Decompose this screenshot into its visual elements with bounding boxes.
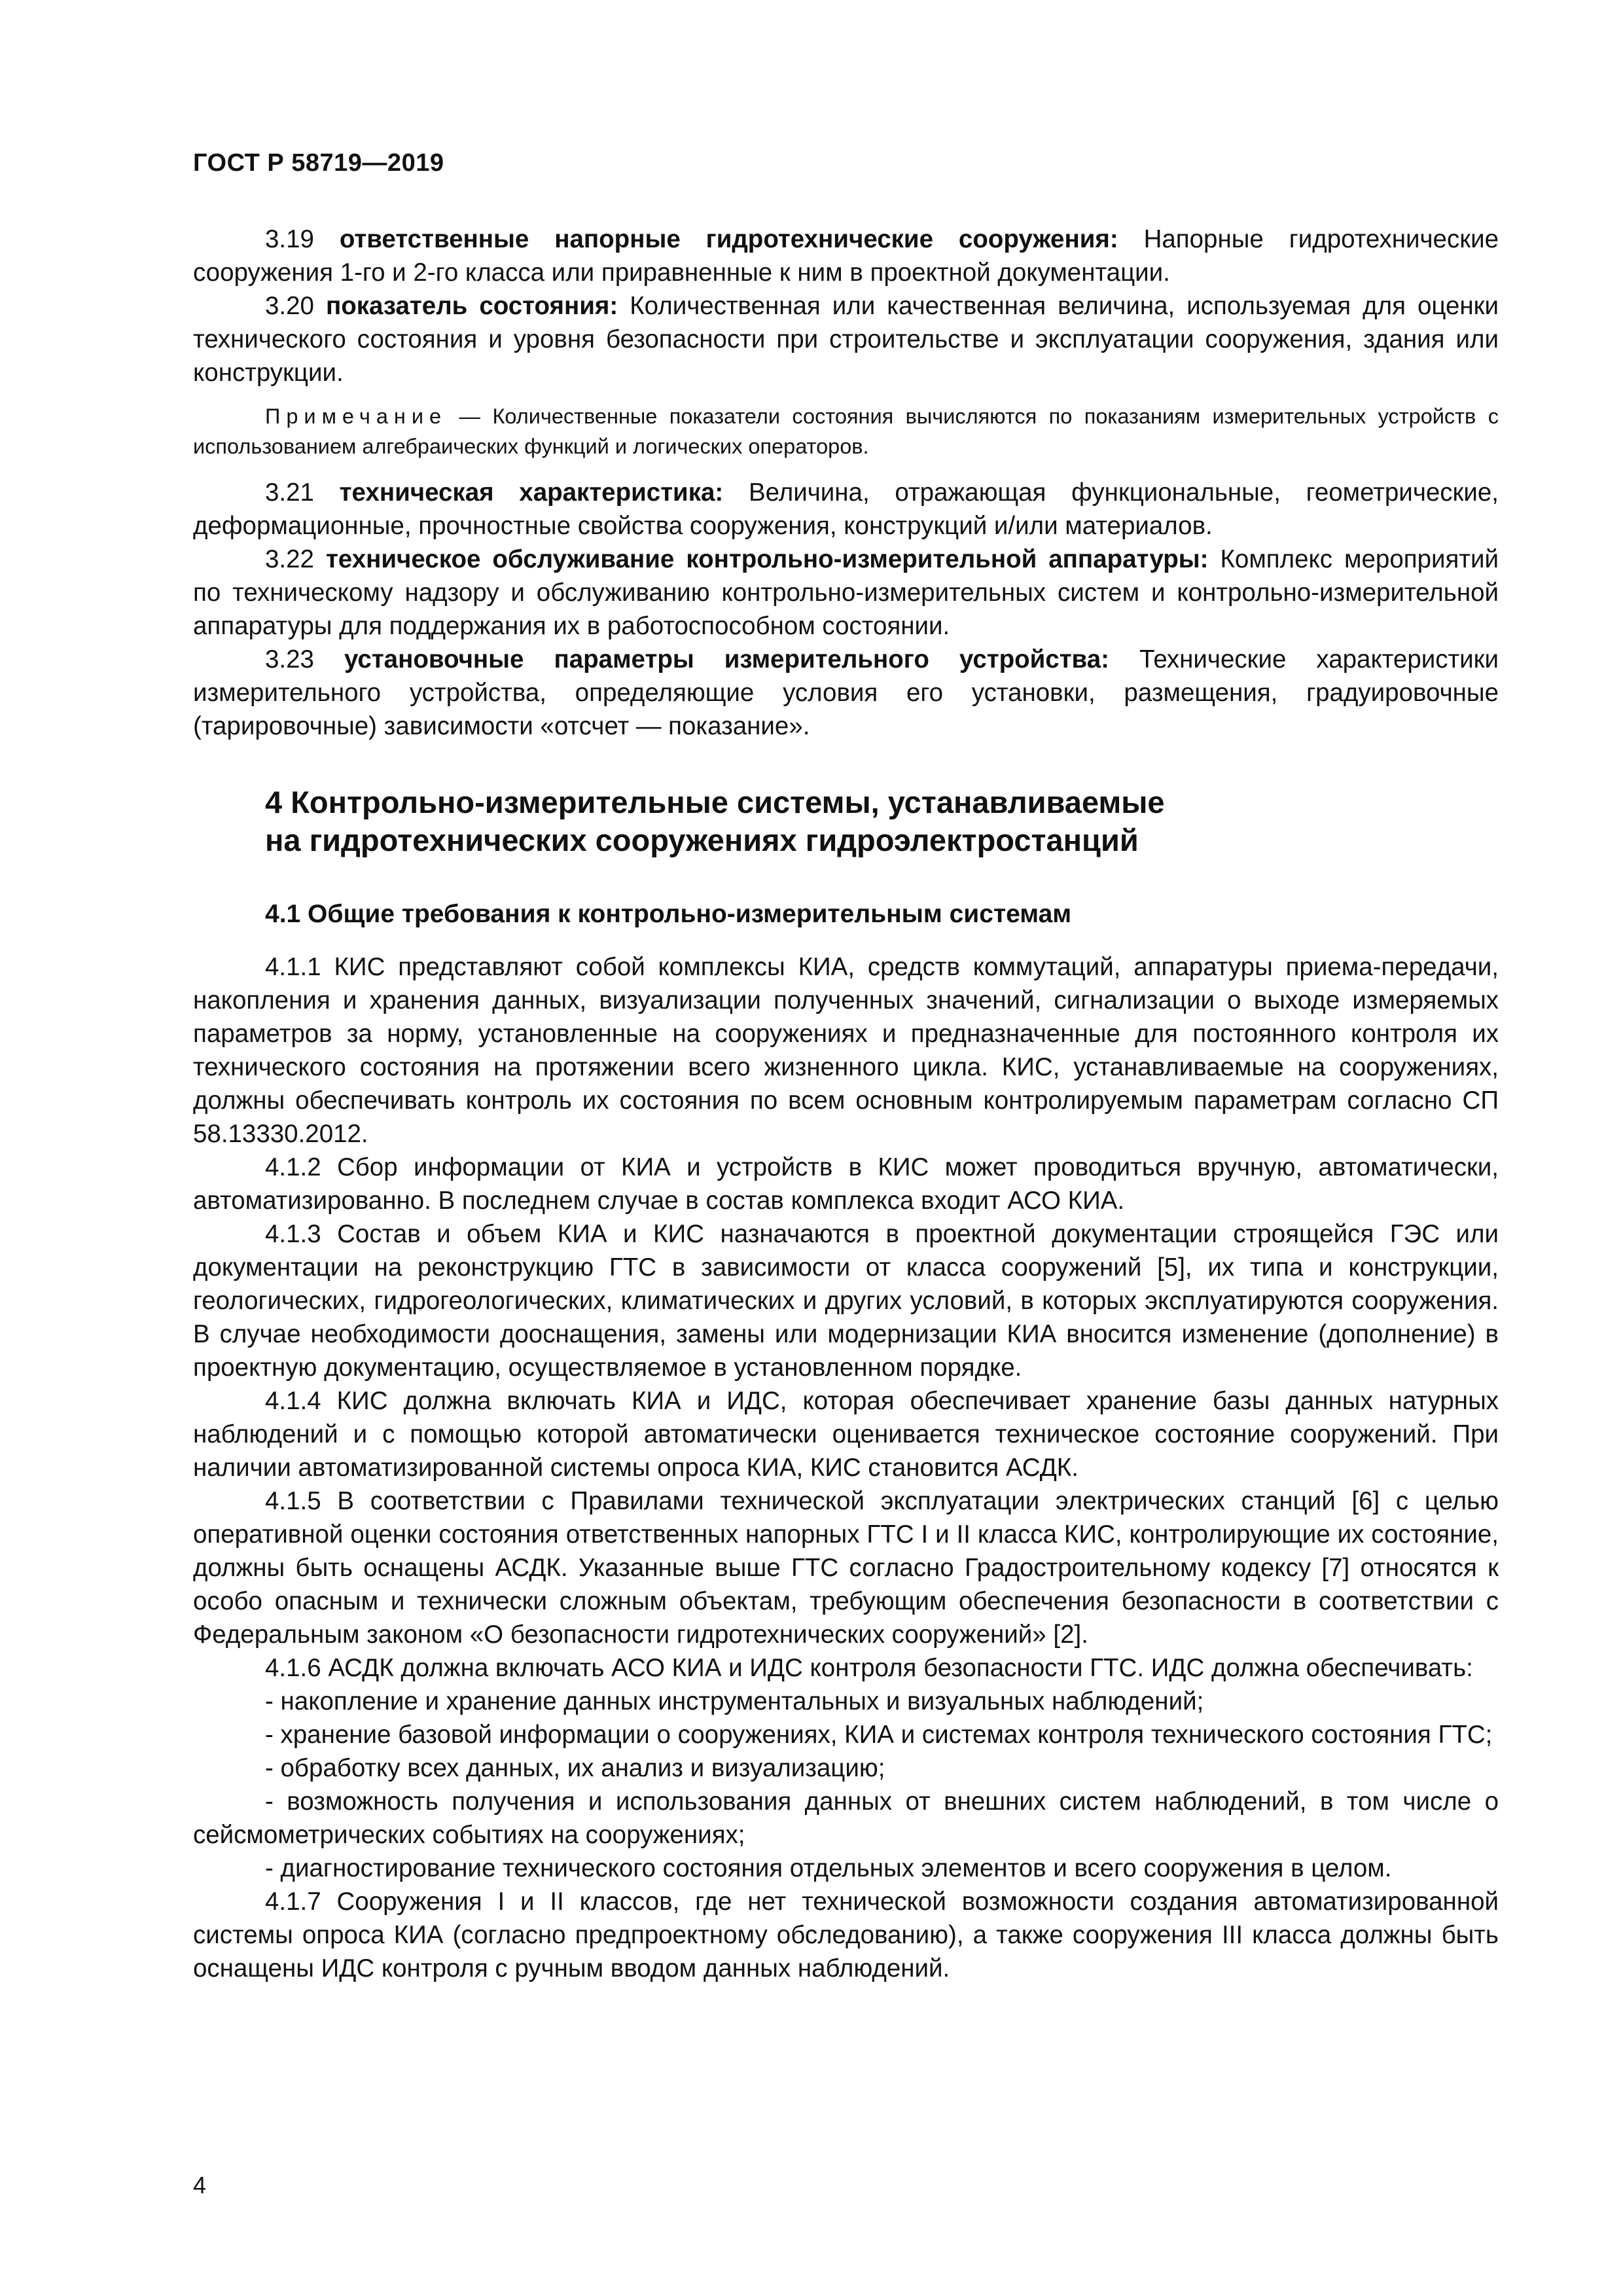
clause-4-1-2: 4.1.2 Сбор информации от КИА и устройств в КИС может проводиться вручную, автоматически, автоматизированно. В последнем случае в состав комплекса входит АСО КИА. (193, 1153, 1499, 1215)
term-definition: Технические характеристики измерительного устройства, определяющие условия его установки, размещения, градуировочные (тарировочные) зависимости «отсчет — показание». (193, 645, 1499, 740)
section-4-heading (265, 783, 1499, 859)
subsection-4-1-heading: 4.1 Общие требования к контрольно-измерительным системам (265, 900, 1072, 928)
page-number: 4 (193, 2172, 207, 2198)
term-3-19 (193, 223, 1499, 289)
list-item: - накопление и хранение данных инструментальных и визуальных наблюдений; (265, 1687, 1204, 1715)
term-3-23 (193, 643, 1499, 743)
term-number: 3.23 (265, 645, 314, 673)
clause-4-1-1: 4.1.1 КИС представляют собой комплексы КИА, средств коммутаций, аппаратуры приема-передачи, накопления и хранения данных, визуализации полученных значений, сигнализации о выходе измеряемых параметров за норму, установленные на сооружениях и предназначенные для постоянного контроля их технического состояния на протяжении всего жизненного цикла. КИС, устанавливаемые на сооружениях, должны обеспечивать контроль их состояния по всем основным контролируемым параметрам согласно СП 58.13330.2012. (193, 953, 1499, 1148)
clause-4-1-4: 4.1.4 КИС должна включать КИА и ИДС, которая обеспечивает хранение базы данных натурных наблюдений и с помощью которой автоматически оценивается техническое состояние сооружений. При наличии автоматизированной системы опроса КИА, КИС становится АСДК. (193, 1387, 1499, 1482)
term-name: установочные параметры измерительного устройства: (344, 645, 1109, 673)
term-definition: Напорные гидротехнические сооружения 1-го и 2-го класса или приравненные к ним в проектной документации. (193, 225, 1499, 287)
section-title-line: на гидротехнических сооружениях гидроэлектростанций (265, 823, 1139, 857)
clause-4-1-6: 4.1.6 АСДК должна включать АСО КИА и ИДС контроля безопасности ГТС. ИДС должна обеспечивать: (265, 1654, 1473, 1682)
note (193, 401, 1499, 461)
clause-4-1-7: 4.1.7 Сооружения I и II классов, где нет технической возможности создания автоматизированной системы опроса КИА (согласно предпроектному обследованию), а также сооружения III класса должны быть оснащены ИДС контроля с ручным вводом данных наблюдений. (193, 1888, 1499, 1982)
page-content (193, 223, 1499, 1985)
term-definition: Количественная или качественная величина, используемая для оценки технического состояния и уровня безопасности при строительстве и эксплуатации сооружения, здания или конструкции. (193, 292, 1499, 387)
section-title-line: 4 Контрольно-измерительные системы, устанавливаемые (265, 785, 1165, 819)
term-definition: Комплекс мероприятий по техническому надзору и обслуживанию контрольно-измерительных систем и контрольно-измерительной аппаратуры для поддержания их в работоспособном состоянии. (193, 545, 1499, 640)
term-name: ответственные напорные гидротехнические сооружения: (339, 225, 1118, 253)
term-number: 3.19 (265, 225, 314, 253)
list-item: - возможность получения и использования данных от внешних систем наблюдений, в том числе о сейсмометрических событиях на сооружениях; (193, 1787, 1499, 1849)
list-item: - обработку всех данных, их анализ и визуализацию; (265, 1754, 885, 1782)
clause-4-1-3: 4.1.3 Состав и объем КИА и КИС назначаются в проектной документации строящейся ГЭС или документации на реконструкцию ГТС в зависимости от класса сооружений [5], их типа и конструкции, геологических, гидрогеологических, климатических и других условий, в которых эксплуатируются сооружения. В случае необходимости дооснащения, замены или модернизации КИА вносится изменение (дополнение) в проектную документацию, осуществляемое в установленном порядке. (193, 1220, 1499, 1382)
term-3-20 (193, 289, 1499, 389)
term-name: техническая характеристика: (339, 478, 724, 507)
term-3-22 (193, 543, 1499, 643)
term-definition: Величина, отражающая функциональные, геометрические, деформационные, прочностные свойства сооружения, конструкций и/или материалов. (193, 478, 1499, 540)
note-text: — Количественные показатели состояния вычисляются по показаниям измерительных устройств с использованием алгебраических функций и логических операторов. (193, 404, 1499, 458)
term-name: показатель состояния: (325, 292, 618, 320)
term-3-21 (193, 476, 1499, 543)
clause-4-1-5: 4.1.5 В соответствии с Правилами технической эксплуатации электрических станций [6] с целью оперативной оценки состояния ответственных напорных ГТС I и II класса КИС, контролирующие их состояние, должны быть оснащены АСДК. Указанные выше ГТС согласно Градостроительному кодексу [7] относятся к особо опасным и технически сложным объектам, требующим обеспечения безопасности в соответствии с Федеральным законом «О безопасности гидротехнических сооружений» [2]. (193, 1487, 1499, 1649)
list-item: - диагностирование технического состояния отдельных элементов и всего сооружения в целом. (265, 1854, 1392, 1882)
document-code: ГОСТ Р 58719—2019 (193, 149, 444, 177)
term-name: техническое обслуживание контрольно-измерительной аппаратуры: (325, 545, 1209, 573)
term-number: 3.20 (265, 292, 314, 320)
note-label: Примечание (265, 404, 448, 428)
term-number: 3.22 (265, 545, 314, 573)
list-item: - хранение базовой информации о сооружениях, КИА и системах контроля технического состояния ГТС; (265, 1721, 1493, 1749)
term-number: 3.21 (265, 478, 314, 507)
